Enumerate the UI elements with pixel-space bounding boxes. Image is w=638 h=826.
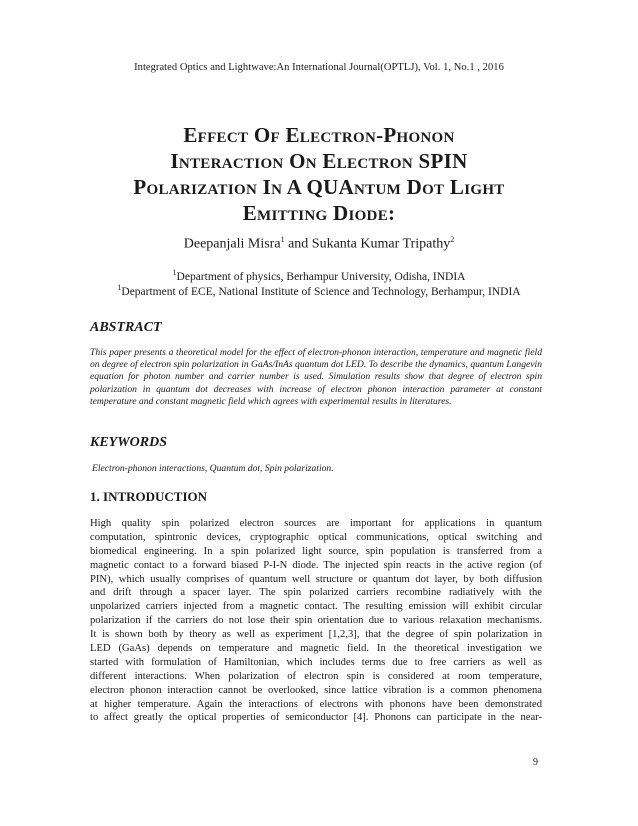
body-line: and drift through a spacer layer. The spin polarized carriers recombine radiatively with the (90, 587, 542, 599)
author-1: Deepanjali Misra (183, 236, 281, 252)
introduction-body (90, 517, 542, 725)
title-line-1: Effect Of Electron-Phonon (183, 123, 455, 147)
body-line: electron phonon interaction cannot be overlooked, since lattice vibration is a common phenomena (90, 684, 542, 696)
body-line: It is shown both by theory as well as experiment [1,2,3], that the degree of spin polarization in (90, 629, 542, 641)
abstract-text: This paper presents a theoretical model for the effect of electron-phonon interaction, temperature and magnetic field on degree of electron spin polarization in GaAs/InAs quantum dot LED. To describe the dynamics, quantum Langevin equation for photon number and carrier number is used. Simulation results show that degree of electron spin polarization in quantum dot decreases with increase of electron phonon interaction parameter at constant temperature and constant magnetic field which agrees with experimental results in literatures. (90, 347, 542, 407)
running-header: Integrated Optics and Lightwave:An International Journal(OPTLJ), Vol. 1, No.1 , 2016 (134, 62, 504, 73)
body-line: started with formulation of Hamiltonian, which includes terms due to free carriers as well as (90, 656, 542, 668)
abstract-heading: ABSTRACT (90, 320, 162, 335)
affiliation-1-text: Department of physics, Berhampur University, Odisha, INDIA (176, 270, 466, 283)
affiliation-2 (0, 283, 638, 298)
body-line: magnetic contact to a forward biased P-I-N diode. The injected spin reacts in the active region (of (90, 559, 542, 571)
page-number: 9 (533, 757, 538, 768)
introduction-heading-rest: NTRODUCTION (108, 489, 208, 504)
title-line-3: Polarization In A QUAntum Dot Light (133, 175, 505, 199)
body-line: unpolarized carriers injected from a magnetic contact. The resulting emission will exhibit circular (90, 601, 542, 613)
body-line: biomedical engineering. In a spin polarized light source, spin population is transferred from a (90, 545, 542, 557)
keywords-text: Electron-phonon interactions, Quantum dot, Spin polarization. (92, 463, 334, 474)
introduction-number: 1. I (90, 489, 109, 504)
body-line: computation, spintronic devices, cryptographic optical communications, optical switching and (90, 531, 542, 543)
author-2-affiliation-mark: 2 (450, 235, 455, 244)
affiliation-1-mark: 1 (172, 268, 177, 277)
body-line: different interactions. When polarization of electron spin is considered at room temperature, (90, 670, 542, 682)
title-line-4: Emitting Diode: (242, 201, 396, 225)
body-line: polarization if the carriers do not lose their spin orientation due to various relaxation mechanisms. (90, 615, 542, 627)
body-line: at higher temperature. Again the interactions of electrons with phonons have been demonstrated (90, 698, 542, 710)
affiliation-2-text: Department of ECE, National Institute of Science and Technology, Berhampur, INDIA (121, 285, 521, 298)
body-line: PIN), which usually comprises of quantum well structure or quantum dot layer, by both diffusion (90, 573, 542, 585)
affiliation-2-mark: 1 (117, 283, 122, 292)
introduction-heading (90, 489, 207, 505)
body-line: High quality spin polarized electron sources are important for applications in quantum (90, 518, 542, 529)
title-line-2: Interaction On Electron SPIN (170, 149, 468, 173)
author-list (0, 235, 638, 253)
body-line: to affect greatly the optical properties of semiconductor [4]. Phonons can participate in the near- (90, 712, 542, 724)
author-1-affiliation-mark: 1 (280, 235, 285, 244)
keywords-heading: KEYWORDS (90, 435, 168, 450)
author-join: and (284, 236, 312, 252)
affiliation-1 (0, 268, 638, 283)
paper-title (40, 122, 598, 226)
body-line: LED (GaAs) depends on temperature and magnetic field. In the theoretical investigation we (90, 643, 542, 655)
author-2: Sukanta Kumar Tripathy (311, 236, 451, 252)
